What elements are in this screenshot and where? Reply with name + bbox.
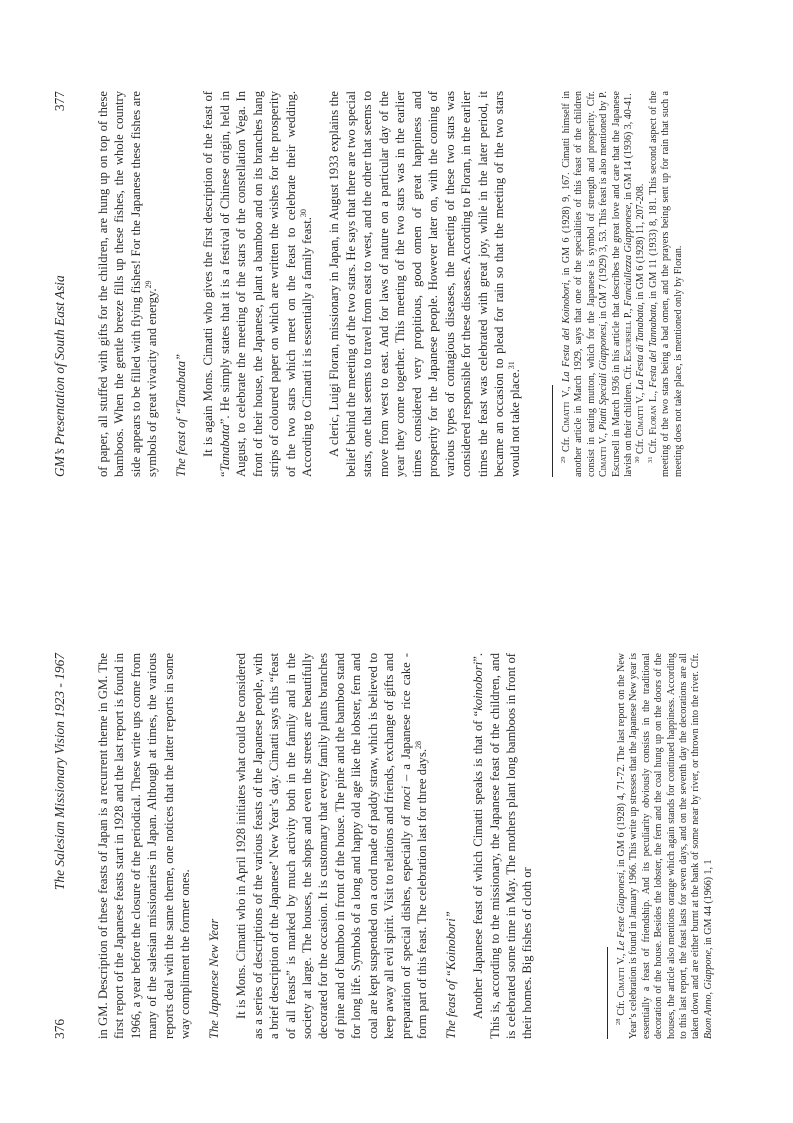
footnote-marker: 28 <box>615 1018 622 1025</box>
footnote-rule <box>607 947 608 1039</box>
body-text <box>95 91 524 477</box>
body-text <box>95 653 536 1039</box>
author-name: Cimatti <box>561 401 572 433</box>
footnote-marker: 30 <box>298 209 308 218</box>
text-run: ”. This is, according to the missionary, the Japanese feast of the children, and is celebrated some time in May. The mothers plant long bamboos in front of their homes. Big fishes of cloth or <box>471 653 535 1039</box>
italic-text: Piatti Speciali Giapponesi <box>598 324 610 431</box>
footnote-rule <box>552 385 553 477</box>
text-run: Cfr. <box>635 436 647 457</box>
italic-text: koinobori <box>471 661 486 711</box>
author-name: Floran <box>647 405 659 435</box>
text-run: , in GM 7 (1929) 3, 53. This feast is also mentioned by P. Escursell in March 1936 in his article that describes the great love and care that the Japanese lavish on their children. Cfr. <box>598 91 635 477</box>
paragraph <box>95 91 161 477</box>
text-run: Cfr. <box>647 434 659 457</box>
text-run: , in GM 6 (1928) 9, 167. Cimatti himself in another article in March 1929, says that one of the specialities of this feast of the children consist in eating mutton, which for the Japanese is symbol of strength and prosperity. Cfr. <box>561 91 597 477</box>
author-name: Cimatti <box>635 405 647 437</box>
paragraph <box>470 653 536 1039</box>
italic-text: La Festa di Tanabata <box>635 304 647 391</box>
text-run: Cfr. <box>561 432 572 457</box>
author-name: Escursell <box>623 320 635 362</box>
page-left <box>0 562 793 1123</box>
footnote-marker: 31 <box>507 361 517 370</box>
footnote <box>561 91 635 477</box>
text-run: It is Mons. Cimatti who in April 1928 initiates what could be considered as a series of descriptions of the various feasts of the Japanese people, with a brief description of the Japanese’ New Year’s day. Cimatti says this “feast of all feasts” is marked by much activity both in the family and in the society at large. The houses, the shops and even the streets are beautifully decorated for the occasion. It is customary that every family plants branches of pine and of bamboo in front of the house. The pine and the bamboo stand for long life. Symbols of a long and happy old age like the lobster, fern and coal are kept suspended on a cord made of paddy straw, which is believed to keep away all evil spirit. Visit to relations and friends, exchange of gifts and preparation of special dishes, especially of <box>234 653 413 1039</box>
footnotes <box>552 91 685 477</box>
footnote-marker: 29 <box>144 280 154 289</box>
page-number: 377 <box>52 91 67 112</box>
text-run: The feast of “Tanabata” <box>173 353 188 477</box>
text-run: , in GM 6 (1928) 4, 71-72. The last report on the New Year’s celebration is found in January 1966. This write up stresses that the Japanese New year is essentially a feast of friendship. And its peculiarity obviously consists in the traditional decoration of the house. Besides the lobster, the fern and the coal hung up on the doors of the houses, the article also mentions orange which again stands for continued happiness. According to this last report, the feast lasts for seven days, and on the seventh day the decorations are all taken down and are either burnt at the bank of some near by river, or thrown into the river. Cfr. <box>616 652 702 1039</box>
author-name: Cimatti <box>616 967 627 998</box>
text-run: P., <box>623 306 635 321</box>
author-name: Cimatti <box>598 446 610 477</box>
paragraph <box>200 91 315 477</box>
italic-text: Fanciullezza Giapponese <box>623 204 635 307</box>
text-run: L., <box>647 387 659 406</box>
paragraph <box>95 653 194 1039</box>
text-run: Another Japanese feast of which Cimatti speaks is that of “ <box>471 710 486 1019</box>
italic-text: La Festa del Koinobori <box>561 282 572 383</box>
text-run: , in GM 44 (1966) 1, 1 <box>702 859 714 951</box>
section-heading <box>173 91 189 477</box>
footnote <box>635 91 647 477</box>
footnote-marker: 31 <box>646 456 654 463</box>
footnote-marker: 28 <box>414 740 424 749</box>
text-run: The feast of “Koinobori” <box>443 911 458 1039</box>
text-run: , in GM 14 (1936) 3, 40-41. <box>623 93 635 205</box>
page-number: 376 <box>52 1018 67 1039</box>
italic-text: Tanabata <box>217 424 232 472</box>
italic-text: Buon Anno, Giappone <box>702 950 714 1039</box>
italic-text: Festa del Tannabata <box>647 304 659 388</box>
text-run: in GM. Description of these feasts of Japan is a recurrent theme in GM. The first report of the Japanese feasts start in 1928 and the last report is found in 1966, a year before the closure of the periodical. These write ups come from many of the salesian missionaries in Japan. Although at times, the various reports deal with the same theme, one notices that the latter reports in some way compliment the former ones. <box>96 653 193 1039</box>
footnote <box>616 653 715 1039</box>
text-run: ”. He simply states that it is a festival of Chinese origin, held in August, to celebrate the meeting of the stars of the constellation Vega. In front of their house, the Japanese, plant a bamboo and on its branches hang strips of coloured paper on which are written the wishes for the prosperity of the two stars which meet on the feast to celebrate their wedding. According to Cimatti it is essentially a family feast. <box>217 91 314 477</box>
text-run: V., <box>561 382 572 402</box>
section-heading <box>443 653 459 1039</box>
text-run: , in GM 6 (1928) 11, 207-208. <box>635 183 647 305</box>
paragraph <box>233 653 430 1039</box>
running-title: GM’s Presentation of South East Asia <box>52 275 67 477</box>
text-run: The Japanese New Year <box>206 918 221 1039</box>
footnote <box>648 91 685 477</box>
page-right <box>0 0 793 561</box>
section-heading <box>206 653 222 1039</box>
text-run: It is again Mons. Cimatti who gives the first description of the feast of “ <box>201 91 232 477</box>
text-run: V., <box>598 430 610 447</box>
text-run: , in GM 11 (1933) 8, 181. This second aspect of the meeting of the two stars being a bad omen, and the prayers being sent up for rain that such a meeting does not take place, is mentioned only by Floran. <box>647 90 684 477</box>
text-run: – a Japanese rice cake - form part of this feast. The celebration last for three days. <box>398 653 430 1039</box>
text-run: A cleric, Luigi Floran, missionary in Japan, in August 1933 explains the belief behind the meeting of the two stars. He says that there are two special stars, one that seems to travel from east to west, and the other that seems to move from west to east. And for laws of nature on a particular day of the year they come together. This meeting of the two stars was in the earlier times considered very propitious, good omen of great happiness and prosperity for the Japanese people. However later on, with the coming of various types of contagious diseases, the meeting of these two stars was considered responsible for these diseases. According to Floran, in the earlier times the feast was celebrated with great joy, while in the later period, it became an occasion to plead for rain so that the meeting of the two stars would not take place. <box>327 91 523 477</box>
footnote-marker: 29 <box>560 456 567 463</box>
text-run: V., <box>616 950 627 968</box>
footnote-marker: 30 <box>634 456 642 463</box>
italic-text: moci <box>398 786 413 811</box>
paragraph <box>326 91 523 477</box>
italic-text: Le Feste Giaponesi <box>616 872 627 951</box>
footnotes <box>607 653 715 1039</box>
text-run: Cfr. <box>616 997 627 1019</box>
text-run: of paper, all stuffed with gifts for the children, are hung up on top of these bamboos. When the gentle breeze fills up these fishes, the whole country side appears to be filled with flying fishes! For the Japanese these fishes are symbols of great vivacity and energy. <box>96 91 160 477</box>
running-title: The Salesian Missionary Vision 1923 - 1967 <box>52 653 67 891</box>
text-run: V., <box>635 390 647 406</box>
